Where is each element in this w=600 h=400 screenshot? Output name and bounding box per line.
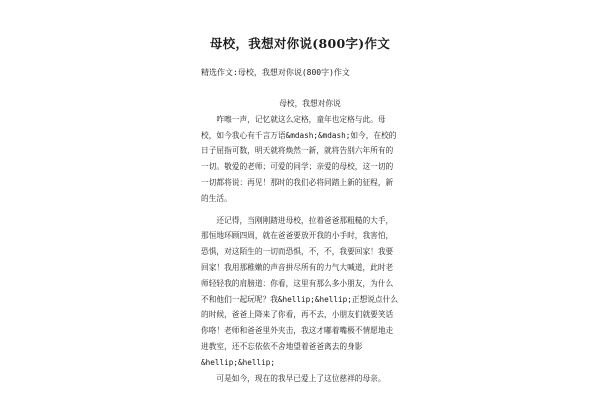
paragraph-2: 还记得，当刚刚踏进母校，拉着爸爸那粗糙的大手，那恒地环顾四周，就在爸爸要放开我的小手时，我害怕，恐惧，对这陌生的一切而恐惧，不，不，我要回家！我要回家！我用那稚嫩的声音拼尽所有的力气大喊道，此时老师轻轻我的肩膀道：你看，这里有那么多小朋友，为什么不和他们一起玩呢？我&hellip;&hellip;正想说点什么的时候，爸爸上降来了你看，再不去，小朋友们就要笑话你咯！老师和爸爸里外夹击，我这才嘟着嘴极不情愿地走进教室，还不忘依依不舍地望着爸爸离去的身影 [201, 215, 399, 351]
document-subtitle: 精选作文:母校，我想对你说(800字)作文 [201, 68, 350, 77]
document-title: 母校，我想对你说(800字)作文 [209, 36, 391, 51]
paragraph-1: 咋嚓一声，记忆就这么定格，童年也定格与此。母校，如今我心有千言万语&mdash;&mdash;如今，在校的日子屈指可数，明天就将焕然一新，就将告别六年所有的一切。敬爱的老师；可爱的同学；亲爱的母校，这一切的一切都将说：再见！那时的我们必将同踏上新的征程，新的生活。 [201, 114, 397, 203]
document-body [201, 96, 399, 386]
paragraph-ellipsis: &hellip;&hellip; [201, 357, 276, 367]
paragraph-3: 可是如今，现在的我早已爱上了这位慈祥的母亲。 [216, 373, 386, 383]
essay-heading: 母校，我想对你说 [279, 99, 341, 108]
